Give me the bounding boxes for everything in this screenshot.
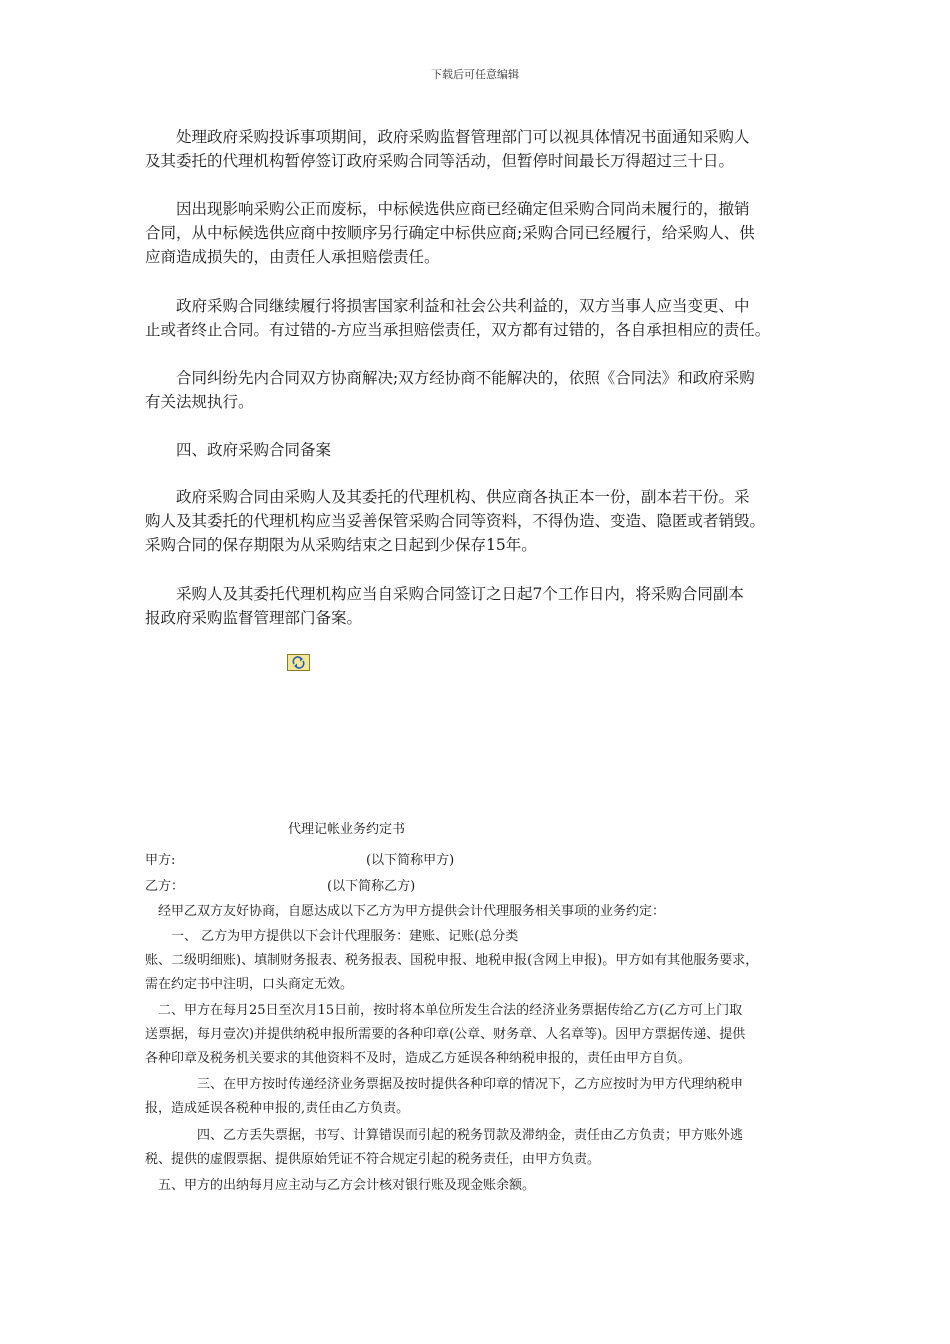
clause-four: 四、乙方丢失票据，书写、计算错误而引起的税务罚款及滞纳金，责任由乙方负责；甲方账外逃 税、提供的虚假票据、提供原始凭证不符合规定引起的税务责任，由甲方负责。 xyxy=(145,1128,744,1167)
paragraph-dispute: 合同纠纷先内合同双方协商解决;双方经协商不能解决的，依照《合同法》和政府采购 有关法规执行。 xyxy=(145,369,755,411)
paragraph-bid-cancel: 因出现影响采购公正而废标，中标候选供应商已经确定但采购合同尚未履行的，撤销 合同，从中标候选供应商中按顺序另行确定中标供应商;采购合同已经履行，给采购人、供 应商造成损失的，由责任人承担赔偿责任。 xyxy=(145,200,755,266)
paragraph-filing-deadline: 采购人及其委托代理机构应当自采购合同签订之日起7个工作日内，将采购合同副本 报政府采购监督管理部门备案。 xyxy=(145,585,744,627)
section-heading-filing: 四、政府采购合同备案 xyxy=(145,441,332,459)
paragraph-contract-copies: 政府采购合同由采购人及其委托的代理机构、供应商各执正本一份，副本若干份。采 购人及其委托的代理机构应当妥善保管采购合同等资料，不得伪造、变造、隐匿或者销毁。 采购合同的保存期限为从采购结束之日起到少保存15年。 xyxy=(145,488,766,554)
clause-three: 三、在甲方按时传递经济业务票据及按时提供各种印章的情况下，乙方应按时为甲方代理纳税申 报，造成延误各税种申报的,责任由乙方负责。 xyxy=(145,1077,744,1116)
clause-five: 五、甲方的出纳每月应主动与乙方会计核对银行账及现金账余额。 xyxy=(145,1178,536,1193)
clause-one: 一、 乙方为甲方提供以下会计代理服务：建账、记账(总分类 账、二级明细账)、填制财务报表、税务报表、国税申报、地税申报(含网上申报)。甲方如有其他服务要求， 需在约定书中注明，口头商定无效。 xyxy=(145,929,759,992)
party-b-note: (以下简称乙方) xyxy=(327,879,416,894)
clause-two: 二、甲方在每月25日至次月15日前，按时将本单位所发生合法的经济业务票据传给乙方(乙方可上门取 送票据，每月壹次)并提供纳税申报所需要的各种印章(公章、财务章、人名章等)。因甲方票据传递、提供 各种印章及税务机关要求的其他资料不及时，造成乙方延误各种纳税申报的，责任由甲方自负。 xyxy=(145,1003,746,1066)
agreement-title: 代理记帐业务约定书 xyxy=(288,822,406,837)
page-header: 下载后可任意编辑 xyxy=(431,68,519,81)
refresh-icon xyxy=(287,654,310,671)
agreement-intro: 经甲乙双方友好协商，自愿达成以下乙方为甲方提供会计代理服务相关事项的业务约定： xyxy=(158,904,666,919)
party-a-note: (以下简称甲方) xyxy=(366,853,455,868)
party-b-label: 乙方： xyxy=(145,879,185,894)
paragraph-suspension: 处理政府采购投诉事项期间，政府采购监督管理部门可以视具体情况书面通知采购人 及其委托的代理机构暂停签订政府采购合同等活动，但暂停时间最长万得超过三十日。 xyxy=(145,128,750,170)
party-a-label: 甲方: xyxy=(145,853,176,868)
paragraph-contract-change: 政府采购合同继续履行将损害国家利益和社会公共利益的，双方当事人应当变更、中 止或者终止合同。有过错的-方应当承担赔偿责任，双方都有过错的，各自承担相应的责任。 xyxy=(145,297,771,339)
